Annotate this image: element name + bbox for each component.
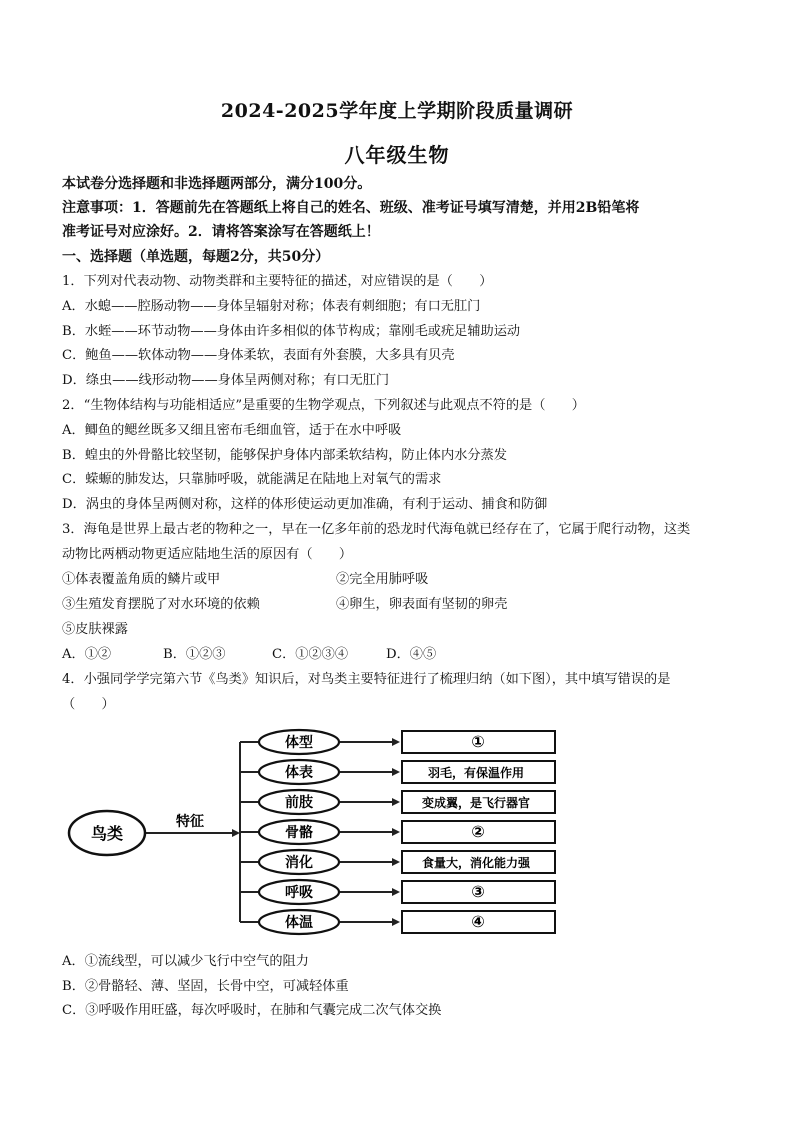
feature-connector-label: 特征: [176, 814, 204, 830]
notice-line-1: 注意事项：1．答题前先在答题纸上将自己的姓名、班级、准考证号填写清楚，并用2B铅笔将: [62, 200, 640, 216]
category-arrow: [340, 858, 400, 866]
q3-option-b: B．①②③: [163, 647, 226, 662]
description-label: ④: [471, 912, 485, 931]
q4-stem-line-1: 4．小强同学学完第六节《鸟类》知识后，对鸟类主要特征进行了梳理归纳（如下图），其中填写错误的是: [62, 672, 671, 687]
exam-subject: 八年级生物: [344, 143, 450, 167]
category-label: 体型: [285, 735, 313, 751]
q4-option-a: A．①流线型，可以减少飞行中空气的阻力: [62, 954, 309, 969]
q1-option-d: D．绦虫——线形动物——身体呈两侧对称；有口无肛门: [62, 373, 390, 388]
description-label: ①: [471, 732, 485, 751]
q1-option-a: A．水螅——腔肠动物——身体呈辐射对称；体表有刺细胞；有口无肛门: [62, 299, 481, 314]
q3-item-2: ②完全用肺呼吸: [336, 572, 429, 587]
q4-option-c: C．③呼吸作用旺盛，每次呼吸时，在肺和气囊完成二次气体交换: [62, 1003, 442, 1018]
q3-option-d: D．④⑤: [386, 647, 437, 662]
category-arrow: [340, 798, 400, 806]
q3-stem-line-2: 动物比两栖动物更适应陆地生活的原因有（ ）: [62, 547, 353, 562]
description-label: 羽毛，有保温作用: [427, 766, 525, 780]
description-label: ③: [471, 882, 485, 901]
bird-features-diagram: [62, 718, 562, 946]
category-label: 体表: [285, 765, 313, 781]
q3-item-5: ⑤皮肤裸露: [62, 622, 128, 637]
root-to-branch-arrow: [146, 829, 240, 837]
q3-item-3: ③生殖发育摆脱了对水环境的依赖: [62, 597, 260, 612]
q4-stem-line-2: （ ）: [62, 697, 115, 712]
q3-item-1: ①体表覆盖角质的鳞片或甲: [62, 572, 221, 587]
q3-option-c: C．①②③④: [272, 647, 349, 662]
q3-item-4: ④卵生，卵表面有坚韧的卵壳: [336, 597, 508, 612]
category-label: 体温: [285, 915, 313, 931]
description-label: 食量大，消化能力强: [421, 856, 531, 870]
q3-option-a: A．①②: [62, 647, 112, 662]
category-arrow: [340, 828, 400, 836]
q2-option-a: A．鲫鱼的鳃丝既多又细且密布毛细血管，适于在水中呼吸: [62, 423, 402, 438]
q2-option-b: B．蝗虫的外骨骼比较坚韧，能够保护身体内部柔软结构，防止体内水分蒸发: [62, 448, 507, 463]
description-label: 变成翼，是飞行器官: [421, 796, 531, 810]
bird-root-label: 鸟类: [90, 824, 124, 843]
q2-stem: 2．“生物体结构与功能相适应”是重要的生物学观点，下列叙述与此观点不符的是（ ）: [62, 398, 585, 413]
q3-stem-line-1: 3．海龟是世界上最古老的物种之一，早在一亿多年前的恐龙时代海龟就已经存在了，它属于爬行动物，这类: [62, 522, 691, 537]
q4-option-b: B．②骨骼轻、薄、坚固，长骨中空，可减轻体重: [62, 979, 349, 994]
category-arrow: [340, 918, 400, 926]
q1-option-c: C．鲍鱼——软体动物——身体柔软，表面有外套膜，大多具有贝壳: [62, 348, 455, 363]
category-arrow: [340, 888, 400, 896]
section-heading: 一、选择题（单选题，每题2分，共50分）: [62, 249, 330, 265]
category-arrow: [340, 768, 400, 776]
notice-line-2: 准考证号对应涂好。2．请将答案涂写在答题纸上！: [62, 224, 380, 240]
exam-title: 2024-2025学年度上学期阶段质量调研: [220, 100, 574, 122]
q2-option-c: C．蝾螈的肺发达，只靠肺呼吸，就能满足在陆地上对氧气的需求: [62, 472, 442, 487]
q2-option-d: D．涡虫的身体呈两侧对称，这样的体形使运动更加准确，有利于运动、捕食和防御: [62, 497, 548, 512]
category-label: 呼吸: [285, 885, 313, 901]
description-label: ②: [471, 822, 485, 841]
q1-stem: 1．下列对代表动物、动物类群和主要特征的描述，对应错误的是（ ）: [62, 274, 493, 289]
exam-intro: 本试卷分选择题和非选择题两部分，满分100分。: [62, 176, 372, 192]
category-label: 消化: [285, 855, 313, 871]
category-label: 前肢: [285, 795, 313, 811]
q1-option-b: B．水蛭——环节动物——身体由许多相似的体节构成；靠刚毛或疣足辅助运动: [62, 324, 521, 339]
category-label: 骨骼: [285, 825, 313, 841]
category-arrow: [340, 738, 400, 746]
